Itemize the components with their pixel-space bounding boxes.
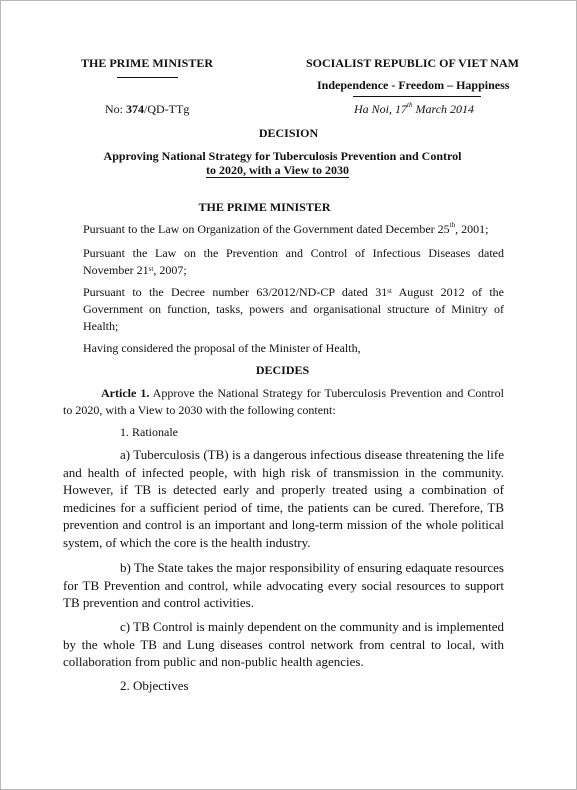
motto-underline: [353, 96, 481, 97]
decision-number: [105, 102, 189, 117]
decision-subtitle-line2: [206, 163, 349, 178]
rationale-para-b: b) The State takes the major responsibility of ensuring edaquate resources for TB Prevention and control, while advocating every social resources to support TB prevention and control activities.: [63, 560, 504, 610]
issuer-underline: [117, 77, 178, 78]
number-value: 374: [126, 102, 144, 116]
preamble-proposal: Having considered the proposal of the Minister of Health,: [83, 341, 361, 355]
rationale-para-a: a) Tuberculosis (TB) is a dangerous infectious disease threatening the life and health of infected people, with high risk of transmission in the community. However, if TB is detected early and properly treated using a combination of medicines for a sufficient period of time, the patients can be cured. Therefore, TB prevention and control is an important and long-term mission of the whole political system, of which the core is the health industry.: [63, 447, 504, 550]
issue-date: [354, 102, 474, 117]
preamble-p1-end: , 2001;: [455, 222, 489, 236]
number-suffix: /QD-TTg: [144, 102, 190, 116]
date-place: Ha Noi, 17: [354, 102, 408, 116]
preamble-p3-text: Pursuant to the Decree number 63/2012/ND-CP dated 31: [83, 285, 388, 299]
preamble-p2-end: , 2007;: [153, 263, 187, 277]
country-title: SOCIALIST REPUBLIC OF VIET NAM: [306, 56, 519, 70]
preamble-p2-sup: st: [148, 265, 154, 273]
preamble-p2-text: Pursuant the Law on the Prevention and Control of Infectious Diseases dated November 21: [83, 246, 504, 277]
article-1-text: Approve the National Strategy for Tuberculosis Prevention and Control to 2020, with a View to 2030 with the following content:: [63, 386, 505, 417]
preamble-p3-end: August 2012 of the Government on function, tasks, powers and organisational structure of Minitry of Health;: [83, 285, 504, 333]
preamble-p1-text: Pursuant to the Law on Organization of the Government dated December 25: [83, 222, 450, 236]
preamble-p1-sup: th: [449, 221, 456, 229]
date-rest: March 2014: [412, 102, 475, 116]
decision-subtitle-line2-text: to 2020, with a View to 2030: [206, 163, 349, 177]
section-rationale: 1. Rationale: [120, 425, 178, 439]
preamble-p3-sup: st: [387, 287, 392, 295]
decision-title: DECISION: [258, 126, 319, 140]
issuer-title: THE PRIME MINISTER: [81, 56, 214, 70]
rationale-para-c: c) TB Control is mainly dependent on the community and is implemented by the whole TB and Lung diseases control network from central to local, with collaboration from public and non-public health agencies.: [63, 619, 504, 669]
authority-heading: THE PRIME MINISTER: [198, 200, 331, 214]
article-1: [63, 385, 504, 419]
decision-subtitle-line1: Approving National Strategy for Tuberculosis Prevention and Control: [103, 149, 462, 163]
national-motto: Independence - Freedom – Happiness: [317, 78, 510, 92]
number-prefix: No:: [105, 102, 126, 116]
preamble-law-organization: [83, 222, 488, 237]
decides-heading: DECIDES: [255, 363, 310, 377]
section-objectives: 2. Objectives: [120, 678, 189, 693]
article-1-label: Article 1.: [101, 386, 150, 400]
preamble-decree: [83, 284, 504, 335]
date-superscript: th: [407, 101, 413, 109]
preamble-law-infectious: [83, 245, 504, 279]
